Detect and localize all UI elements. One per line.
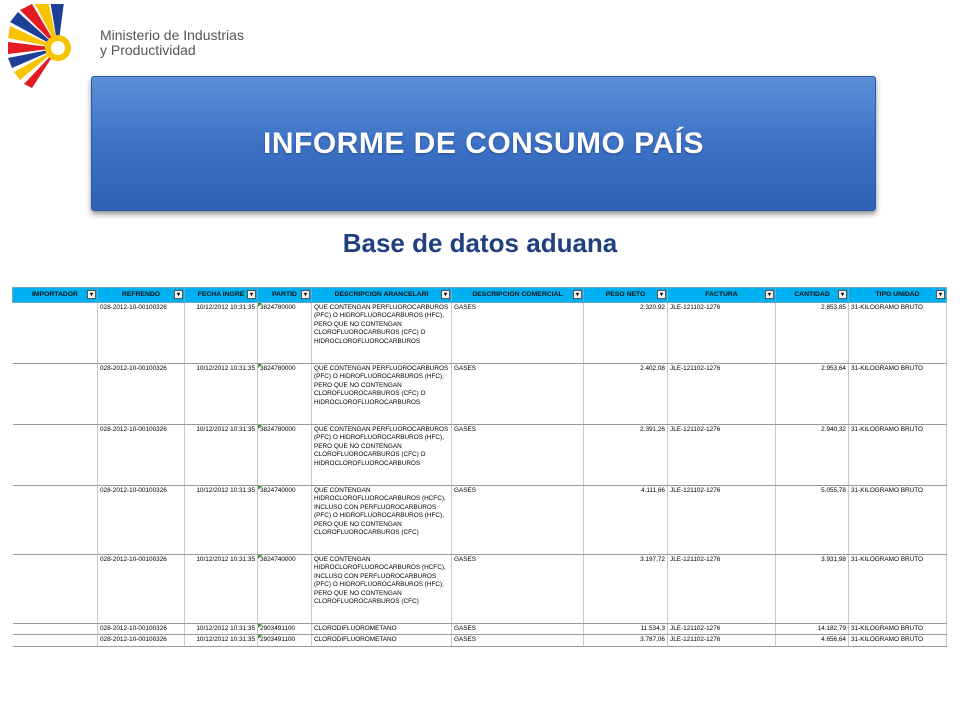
column-header-tipo-unidad[interactable]: TIPO UNIDAD ▾: [849, 288, 947, 303]
cell-importador[interactable]: [13, 635, 98, 646]
cell-refrendo[interactable]: 028-2012-10-00100326: [98, 635, 185, 646]
cell-cantidad[interactable]: 3.931,98: [776, 555, 849, 624]
ministry-logo-icon: [6, 4, 96, 90]
cell-peso-neto[interactable]: 2.320,92: [584, 303, 668, 364]
cell-desc-comercial[interactable]: GASES: [452, 624, 584, 635]
table-row: [13, 303, 947, 364]
ministry-name-line1: Ministerio de Industrias: [100, 27, 244, 43]
customs-data-table: [12, 287, 947, 647]
cell-fecha[interactable]: 10/12/2012 10:31:35: [185, 425, 258, 486]
cell-cantidad[interactable]: 5.055,78: [776, 486, 849, 555]
cell-partida[interactable]: 3824780000: [258, 425, 312, 486]
ministry-name: [100, 28, 244, 58]
cell-refrendo[interactable]: 028-2012-10-00100326: [98, 624, 185, 635]
cell-refrendo[interactable]: 028-2012-10-00100326: [98, 555, 185, 624]
cell-tipo-unidad[interactable]: 31-KILOGRAMO BRUTO: [849, 555, 947, 624]
cell-factura[interactable]: JLE-121102-1276: [668, 635, 776, 646]
table-row: [13, 425, 947, 486]
table-row: [13, 486, 947, 555]
column-header-factura[interactable]: FACTURA ▾: [668, 288, 776, 303]
cell-importador[interactable]: [13, 486, 98, 555]
table-row: [13, 635, 947, 646]
cell-tipo-unidad[interactable]: 31-KILOGRAMO BRUTO: [849, 635, 947, 646]
cell-partida[interactable]: 3824740000: [258, 486, 312, 555]
cell-peso-neto[interactable]: 11.534,3: [584, 624, 668, 635]
cell-tipo-unidad[interactable]: 31-KILOGRAMO BRUTO: [849, 303, 947, 364]
cell-refrendo[interactable]: 028-2012-10-00100326: [98, 425, 185, 486]
cell-fecha[interactable]: 10/12/2012 10:31:35: [185, 364, 258, 425]
cell-fecha[interactable]: 10/12/2012 10:31:35: [185, 486, 258, 555]
page-subtitle: Base de datos aduana: [342, 228, 618, 258]
cell-desc-comercial[interactable]: GASES: [452, 486, 584, 555]
cell-cantidad[interactable]: 2.940,32: [776, 425, 849, 486]
page-title: INFORME DE CONSUMO PAÍS: [263, 126, 704, 160]
dropdown-arrow-icon[interactable]: ▾: [838, 290, 847, 299]
ministry-name-line2: y Productividad: [100, 42, 196, 58]
cell-importador[interactable]: [13, 364, 98, 425]
cell-cantidad[interactable]: 14.182,79: [776, 624, 849, 635]
cell-desc-comercial[interactable]: GASES: [452, 555, 584, 624]
cell-factura[interactable]: JLE-121102-1276: [668, 303, 776, 364]
cell-desc-comercial[interactable]: GASES: [452, 425, 584, 486]
column-header-peso-neto[interactable]: PESO NETO ▾: [584, 288, 668, 303]
cell-desc-comercial[interactable]: GASES: [452, 364, 584, 425]
cell-partida[interactable]: 3824740000: [258, 555, 312, 624]
column-header-refrendo[interactable]: REFRENDO ▾: [98, 288, 185, 303]
cell-factura[interactable]: JLE-121102-1276: [668, 364, 776, 425]
column-header-importador[interactable]: IMPORTADOR ▾: [13, 288, 98, 303]
cell-desc-arancelaria[interactable]: QUE CONTENGAN HIDROCLOROFLUOROCARBUROS (HCFC), INCLUSO CON PERFLUOROCARBUROS (PFC) O HIDROFLUOROCARBUROS (HFC), PERO QUE NO CONTENGAN CLOROFLUOROCARBUROS (CFC): [312, 555, 452, 624]
cell-desc-arancelaria[interactable]: QUE CONTENGAN PERFLUOROCARBUROS (PFC) O HIDROFLUOROCARBUROS (HFC), PERO QUE NO CONTENGAN CLOROFLUOROCARBUROS (CFC) O HIDROCLOROFLUOROCARBUROS: [312, 425, 452, 486]
cell-peso-neto[interactable]: 4.111,66: [584, 486, 668, 555]
cell-desc-arancelaria[interactable]: QUE CONTENGAN HIDROCLOROFLUOROCARBUROS (HCFC), INCLUSO CON PERFLUOROCARBUROS (PFC) O HIDROFLUOROCARBUROS (HFC), PERO QUE NO CONTENGAN CLOROFLUOROCARBUROS (CFC): [312, 486, 452, 555]
column-header-cantidad[interactable]: CANTIDAD ▾: [776, 288, 849, 303]
dropdown-arrow-icon[interactable]: ▾: [174, 290, 183, 299]
column-header-desc-comercial[interactable]: DESCRIPCION COMERCIAL ▾: [452, 288, 584, 303]
dropdown-arrow-icon[interactable]: ▾: [936, 290, 945, 299]
cell-factura[interactable]: JLE-121102-1276: [668, 425, 776, 486]
cell-peso-neto[interactable]: 2.402,08: [584, 364, 668, 425]
dropdown-arrow-icon[interactable]: ▾: [301, 290, 310, 299]
cell-partida[interactable]: 3824780000: [258, 364, 312, 425]
cell-desc-arancelaria[interactable]: CLORODIFLUOROMETANO: [312, 624, 452, 635]
cell-desc-arancelaria[interactable]: CLORODIFLUOROMETANO: [312, 635, 452, 646]
table-row: [13, 555, 947, 624]
cell-refrendo[interactable]: 028-2012-10-00100326: [98, 486, 185, 555]
dropdown-arrow-icon[interactable]: ▾: [573, 290, 582, 299]
dropdown-arrow-icon[interactable]: ▾: [657, 290, 666, 299]
cell-cantidad[interactable]: 2.853,85: [776, 303, 849, 364]
dropdown-arrow-icon[interactable]: ▾: [87, 290, 96, 299]
cell-peso-neto[interactable]: 2.391,26: [584, 425, 668, 486]
cell-importador[interactable]: [13, 555, 98, 624]
cell-peso-neto[interactable]: 3.787,06: [584, 635, 668, 646]
cell-peso-neto[interactable]: 3.197,72: [584, 555, 668, 624]
cell-importador[interactable]: [13, 425, 98, 486]
table-header-row: [13, 288, 947, 303]
table-row: [13, 624, 947, 635]
dropdown-arrow-icon[interactable]: ▾: [765, 290, 774, 299]
table-row: [13, 364, 947, 425]
cell-factura[interactable]: JLE-121102-1276: [668, 624, 776, 635]
cell-refrendo[interactable]: 028-2012-10-00100326: [98, 364, 185, 425]
cell-cantidad[interactable]: 2.953,64: [776, 364, 849, 425]
cell-fecha[interactable]: 10/12/2012 10:31:35: [185, 555, 258, 624]
cell-fecha[interactable]: 10/12/2012 10:31:35: [185, 303, 258, 364]
cell-factura[interactable]: JLE-121102-1276: [668, 555, 776, 624]
cell-fecha[interactable]: 10/12/2012 10:31:35: [185, 635, 258, 646]
title-banner: [91, 76, 876, 211]
cell-desc-comercial[interactable]: GASES: [452, 303, 584, 364]
cell-tipo-unidad[interactable]: 31-KILOGRAMO BRUTO: [849, 425, 947, 486]
cell-tipo-unidad[interactable]: 31-KILOGRAMO BRUTO: [849, 486, 947, 555]
cell-importador[interactable]: [13, 303, 98, 364]
cell-desc-arancelaria[interactable]: QUE CONTENGAN PERFLUOROCARBUROS (PFC) O HIDROFLUOROCARBUROS (HFC), PERO QUE NO CONTENGAN CLOROFLUOROCARBUROS (CFC) O HIDROCLOROFLUOROCARBUROS: [312, 364, 452, 425]
cell-factura[interactable]: JLE-121102-1276: [668, 486, 776, 555]
cell-cantidad[interactable]: 4.656,64: [776, 635, 849, 646]
cell-importador[interactable]: [13, 624, 98, 635]
cell-refrendo[interactable]: 028-2012-10-00100326: [98, 303, 185, 364]
cell-fecha[interactable]: 10/12/2012 10:31:35: [185, 624, 258, 635]
column-header-desc-arancelaria[interactable]: DESCRIPCION ARANCELARI ▾: [312, 288, 452, 303]
cell-desc-comercial[interactable]: GASES: [452, 635, 584, 646]
dropdown-arrow-icon[interactable]: ▾: [441, 290, 450, 299]
dropdown-arrow-icon[interactable]: ▾: [247, 290, 256, 299]
cell-tipo-unidad[interactable]: 31-KILOGRAMO BRUTO: [849, 364, 947, 425]
column-header-fecha[interactable]: FECHA INGRE ▾: [185, 288, 258, 303]
cell-partida[interactable]: 2903491100: [258, 624, 312, 635]
cell-partida[interactable]: 2903491100: [258, 635, 312, 646]
column-header-partida[interactable]: PARTID ▾: [258, 288, 312, 303]
cell-tipo-unidad[interactable]: 31-KILOGRAMO BRUTO: [849, 624, 947, 635]
cell-partida[interactable]: 3824780000: [258, 303, 312, 364]
cell-desc-arancelaria[interactable]: QUE CONTENGAN PERFLUOROCARBUROS (PFC) O HIDROFLUOROCARBUROS (HFC), PERO QUE NO CONTENGAN CLOROFLUOROCARBUROS (CFC) O HIDROCLOROFLUOROCARBUROS: [312, 303, 452, 364]
